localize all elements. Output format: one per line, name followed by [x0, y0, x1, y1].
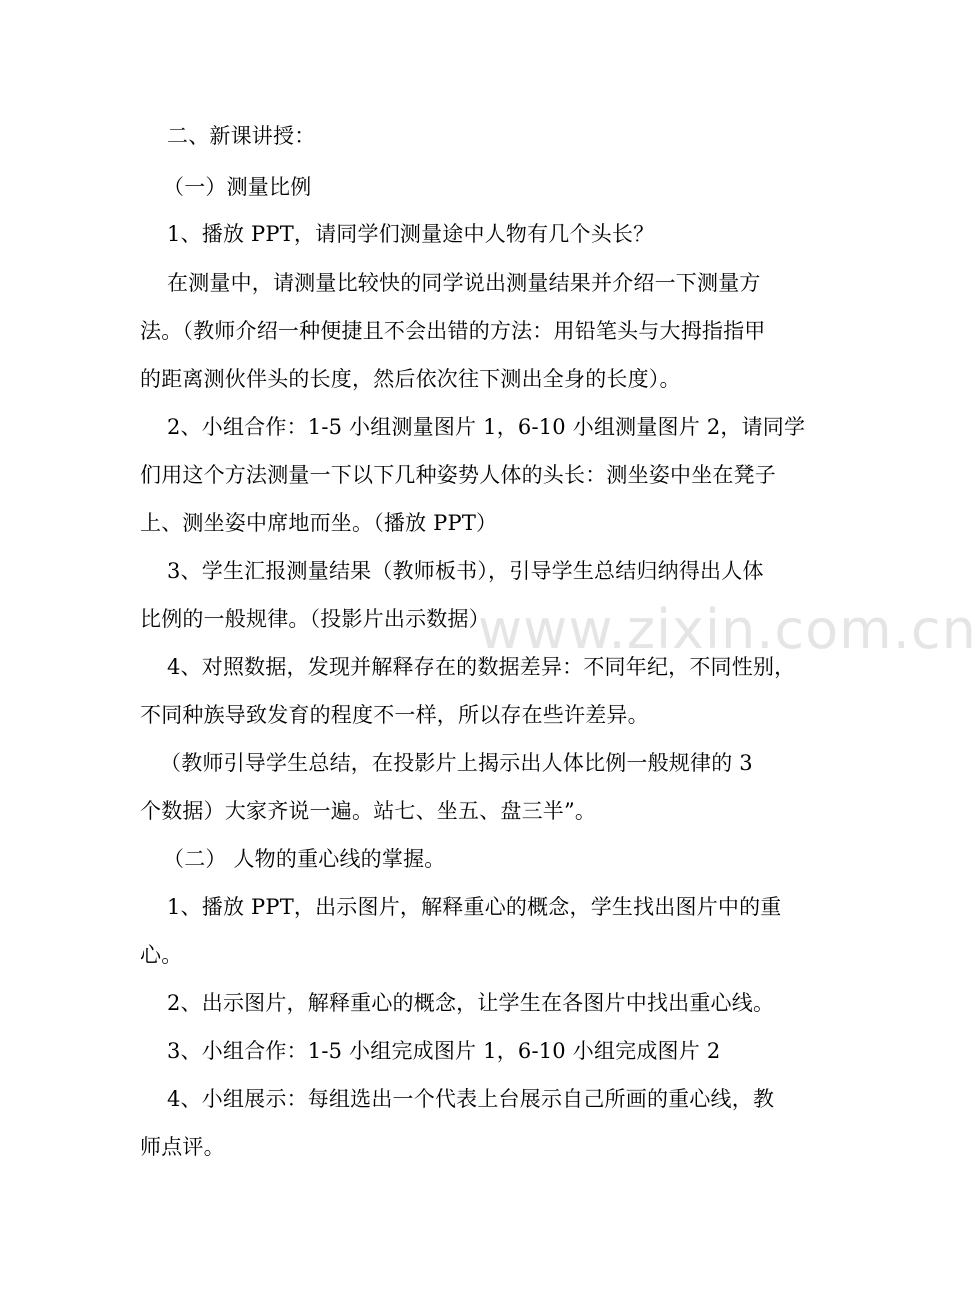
paragraph-line: 在测量中，请测量比较快的同学说出测量结果并介绍一下测量方 [167, 271, 761, 295]
paragraph-line: 不同种族导致发育的程度不一样，所以存在些许差异。 [140, 703, 649, 727]
subsection-heading-measure-proportion: （一）测量比例 [163, 175, 312, 199]
paragraph-line: 师点评。 [140, 1135, 225, 1159]
paragraph-line: 上、测坐姿中席地而坐。（播放 PPT） [140, 511, 498, 535]
section-heading-new-lesson: 二、新课讲授： [167, 124, 316, 148]
paragraph-line: （教师引导学生总结，在投影片上揭示出人体比例一般规律的 3 [160, 751, 753, 775]
watermark: www.zixin.com.cn [478, 598, 977, 661]
subsection-heading-center-line: （二） 人物的重心线的掌握。 [163, 847, 446, 871]
paragraph-line: 们用这个方法测量一下以下几种姿势人体的头长：测坐姿中坐在凳子 [140, 463, 776, 487]
paragraph-line: 个数据）大家齐说一遍。站七、坐五、盘三半”。 [140, 799, 597, 823]
paragraph-line: 3、学生汇报测量结果（教师板书），引导学生总结归纳得出人体 [167, 559, 764, 583]
paragraph-line: 法。（教师介绍一种便捷且不会出错的方法：用铅笔头与大拇指指甲 [140, 319, 766, 343]
paragraph-line: 心。 [140, 943, 183, 967]
paragraph-line: 2、小组合作：1-5 小组测量图片 1，6-10 小组测量图片 2，请同学 [167, 415, 806, 439]
paragraph-line: 1、播放 PPT，出示图片，解释重心的概念，学生找出图片中的重 [167, 895, 782, 919]
paragraph-line: 4、对照数据，发现并解释存在的数据差异：不同年纪，不同性别， [167, 655, 796, 679]
paragraph-line: 比例的一般规律。（投影片出示数据） [140, 607, 490, 631]
paragraph-line: 1、播放 PPT，请同学们测量途中人物有几个头长？ [167, 222, 655, 246]
paragraph-line: 2、出示图片，解释重心的概念，让学生在各图片中找出重心线。 [167, 991, 775, 1015]
paragraph-line: 3、小组合作：1-5 小组完成图片 1，6-10 小组完成图片 2 [167, 1039, 721, 1063]
paragraph-line: 4、小组展示：每组选出一个代表上台展示自己所画的重心线，教 [167, 1087, 775, 1111]
paragraph-line: 的距离测伙伴头的长度，然后依次往下测出全身的长度）。 [140, 367, 681, 391]
